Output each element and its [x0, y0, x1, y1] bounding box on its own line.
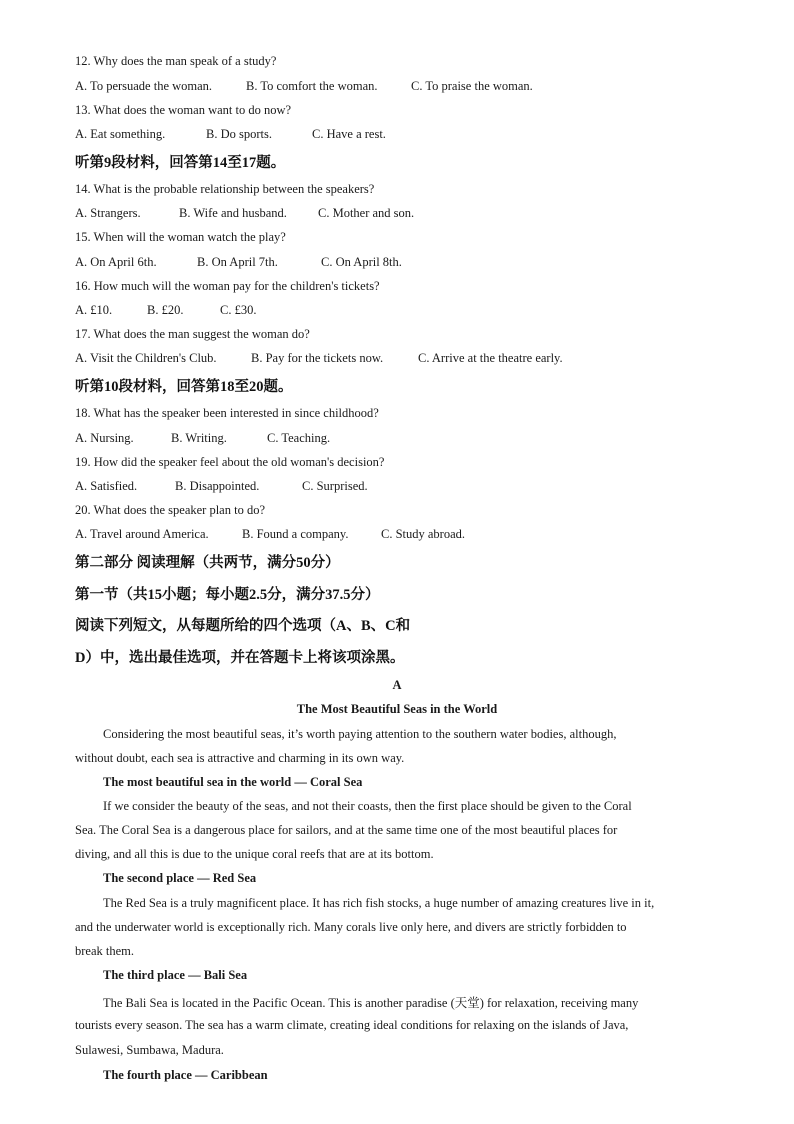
option-b: B. Do sports. — [206, 127, 272, 141]
option-c: C. Have a rest. — [312, 127, 386, 141]
options-16 — [75, 303, 256, 318]
passage-title: The Most Beautiful Seas in the World — [296, 702, 498, 716]
option-a: A. On April 6th. — [75, 255, 157, 269]
question-15: 15. When will the woman watch the play? — [75, 230, 286, 244]
subheading-bali-sea: The third place — Bali Sea — [103, 968, 248, 982]
question-19: 19. How did the speaker feel about the old woman's decision? — [75, 455, 385, 469]
option-a: A. Satisfied. — [75, 479, 138, 493]
bali-line-1: The Bali Sea is located in the Pacific Ocean. This is another paradise (天堂) for relaxation, receiving many — [103, 996, 639, 1010]
part-two-heading: 第二部分 阅读理解（共两节，满分50分） — [75, 555, 340, 571]
option-b: B. Wife and husband. — [179, 206, 287, 220]
option-c: C. £30. — [220, 303, 257, 317]
option-b: B. To comfort the woman. — [246, 79, 378, 93]
option-b: B. Found a company. — [242, 527, 349, 541]
instructions-line-1: 阅读下列短文，从每题所给的四个选项（A、B、C和 — [75, 618, 411, 634]
bali-line-3: Sulawesi, Sumbawa, Madura. — [75, 1043, 224, 1057]
options-15 — [75, 255, 402, 270]
option-a: A. Strangers. — [75, 206, 141, 220]
section-10-heading: 听第10段材料，回答第18至20题。 — [75, 379, 293, 395]
options-19 — [75, 479, 368, 494]
passage-letter: A — [392, 678, 402, 692]
option-a: A. To persuade the woman. — [75, 79, 213, 93]
red-line-3: break them. — [75, 944, 135, 958]
question-13: 13. What does the woman want to do now? — [75, 103, 292, 117]
options-17 — [75, 351, 563, 366]
options-13 — [75, 127, 386, 142]
option-c: C. Surprised. — [302, 479, 368, 493]
option-a: A. Visit the Children's Club. — [75, 351, 217, 365]
coral-line-1: If we consider the beauty of the seas, and not their coasts, then the first place should be given to the Coral — [103, 799, 632, 813]
option-c: C. Arrive at the theatre early. — [418, 351, 563, 365]
question-16: 16. How much will the woman pay for the children's tickets? — [75, 279, 380, 293]
section-9-heading: 听第9段材料，回答第14至17题。 — [75, 155, 286, 171]
bali-line-2: tourists every season. The sea has a warm climate, creating ideal conditions for relaxing on the islands of Java, — [75, 1018, 629, 1032]
option-b: B. On April 7th. — [197, 255, 278, 269]
option-c: C. Teaching. — [267, 431, 331, 445]
red-line-1: The Red Sea is a truly magnificent place. It has rich fish stocks, a huge number of amazing creatures live in it, — [103, 896, 655, 910]
instructions-line-2: D）中，选出最佳选项，并在答题卡上将该项涂黑。 — [75, 650, 405, 666]
subheading-caribbean: The fourth place — Caribbean — [103, 1068, 268, 1082]
options-12 — [75, 79, 533, 94]
subheading-coral-sea: The most beautiful sea in the world — Coral Sea — [103, 775, 363, 789]
option-b: B. £20. — [147, 303, 184, 317]
option-a: A. £10. — [75, 303, 113, 317]
option-b: B. Pay for the tickets now. — [251, 351, 384, 365]
option-c: C. To praise the woman. — [411, 79, 533, 93]
options-14 — [75, 206, 414, 221]
section-one-heading: 第一节（共15小题；每小题2.5分，满分37.5分） — [75, 587, 380, 603]
option-a: A. Travel around America. — [75, 527, 209, 541]
red-line-2: and the underwater world is exceptionally rich. Many corals live only here, and divers are strictly forbidden to — [75, 920, 627, 934]
question-14: 14. What is the probable relationship between the speakers? — [75, 182, 375, 196]
intro-line-2: without doubt, each sea is attractive and charming in its own way. — [75, 751, 405, 765]
option-c: C. Mother and son. — [318, 206, 415, 220]
question-12: 12. Why does the man speak of a study? — [75, 54, 277, 68]
question-17: 17. What does the man suggest the woman do? — [75, 327, 310, 341]
option-b: B. Writing. — [171, 431, 227, 445]
options-18 — [75, 431, 330, 446]
option-c: C. Study abroad. — [381, 527, 466, 541]
option-a: A. Nursing. — [75, 431, 134, 445]
option-a: A. Eat something. — [75, 127, 166, 141]
intro-line-1: Considering the most beautiful seas, it’s worth paying attention to the southern water bodies, although, — [103, 727, 617, 741]
question-20: 20. What does the speaker plan to do? — [75, 503, 265, 517]
subheading-red-sea: The second place — Red Sea — [103, 871, 257, 885]
coral-line-2: Sea. The Coral Sea is a dangerous place for sailors, and at the same time one of the most beautiful places for — [75, 823, 618, 837]
options-20 — [75, 527, 465, 542]
coral-line-3: diving, and all this is due to the unique coral reefs that are at its bottom. — [75, 847, 434, 861]
option-b: B. Disappointed. — [175, 479, 260, 493]
question-18: 18. What has the speaker been interested in since childhood? — [75, 406, 379, 420]
option-c: C. On April 8th. — [321, 255, 402, 269]
